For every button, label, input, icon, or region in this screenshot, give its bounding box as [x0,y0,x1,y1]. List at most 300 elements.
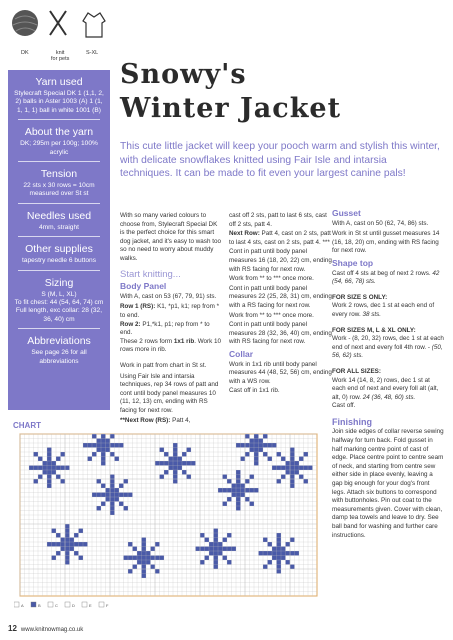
chart-stitch [263,551,268,556]
chart-stitch [151,547,156,552]
chart-stitch [61,479,66,484]
chart-stitch [290,452,295,457]
chart-stitch [92,434,97,439]
sizes-mlxl-heading: FOR SIZES M, L & XL ONLY: [332,326,416,334]
chart-stitch [155,542,160,547]
chart-stitch [223,538,228,543]
chart-stitch [218,551,223,556]
chart-stitch [304,452,309,457]
chart-stitch [286,551,291,556]
chart-instruction: Work in patt from chart in St st. [120,361,207,369]
legend-swatches [14,601,124,609]
chart-stitch [236,493,241,498]
chart-stitch [142,542,147,547]
chart-stitch [88,443,93,448]
chart-stitch [259,448,264,453]
chart-stitch [277,547,282,552]
tension-section [8,162,110,203]
yarn-used-heading: Yarn used [35,76,83,88]
legend-label: F [106,603,109,608]
chart-stitch [137,560,142,565]
chart-stitch [155,556,160,561]
chart-stitch [74,542,79,547]
chart-stitch [281,457,286,462]
sizes-mlxl-instruction: Work - (8, 20, 32) rows, dec 1 st at each end of next and every foll 4th row. - (50, 56, 62) sts. [332,335,444,360]
chart-stitch [97,448,102,453]
repeat-instruction-1: Work from ** to *** once more. [229,275,314,283]
chart-stitch [110,497,115,502]
chart-stitch [92,443,97,448]
chart-stitch [214,533,219,538]
chart-stitch [263,565,268,570]
chart-stitch [254,439,259,444]
chart-stitch [214,565,219,570]
chart-stitch [250,502,255,507]
chart-stitch [110,452,115,457]
chart-stitch [124,479,129,484]
legend-swatch [82,602,87,607]
chart-stitch [214,551,219,556]
chart-stitch [101,448,106,453]
chart-stitch [56,533,61,538]
chart-stitch [245,434,250,439]
chart-stitch [259,551,264,556]
chart-stitch [268,443,273,448]
chart-stitch [290,479,295,484]
chart-stitch [245,443,250,448]
chart-stitch [124,493,129,498]
chart-stitch [106,448,111,453]
chart-stitch [272,551,277,556]
chart-stitch [124,556,129,561]
chart-stitch [236,443,241,448]
shape-top-heading: Shape top [332,257,374,268]
chart-stitch [47,475,52,480]
column-1 [120,212,223,426]
chart-stitch [263,434,268,439]
chart-stitch [101,502,106,507]
chart-stitch [290,461,295,466]
chart-stitch [56,466,61,471]
patt-instruction-2: Cont in patt until body panel measures 22 (25, 28, 31) cm, ending with a RS facing for next row. [229,284,332,309]
chart-stitch [110,443,115,448]
chart-stitch [187,461,192,466]
chart-stitch [304,479,309,484]
chart-stitch [182,452,187,457]
chart-stitch [268,457,273,462]
chart-stitch [110,484,115,489]
chart-stitch [106,493,111,498]
chart-stitch [61,452,66,457]
chart-stitch [281,551,286,556]
chart-stitch [268,551,273,556]
row-2-instruction: Row 2: P1,*k1, p1; rep from * to end. [120,320,210,337]
chart-stitch [281,475,286,480]
chart-stitch [290,466,295,471]
chart-stitch [236,479,241,484]
other-supplies-heading: Other supplies [25,243,93,256]
chart-stitch [106,439,111,444]
chart-stitch [277,533,282,538]
chart-stitch [214,556,219,561]
yarn-ball-icon [12,10,38,36]
chart-stitch [115,497,120,502]
chart-stitch [281,466,286,471]
yarn-needles-icons [8,5,110,50]
fair-isle-instruction: Using Fair Isle and intarsia techniques, rep 34 rows of patt and cont until body panel measures 10 (11, 12, 13) cm, ending with RS facing for next row. [120,372,219,414]
chart-stitch [178,466,183,471]
intro-paragraph: With so many varied colours to choose from, Stylecraft Special DK is the perfect choice for this smart dog jacket, and it's easy to wash too so no need to worry about muddy walks. [120,212,221,262]
chart-stitch [263,443,268,448]
chart-stitch [47,461,52,466]
page-footer [8,624,83,633]
chart-stitch [43,461,48,466]
chart-stitch [137,551,142,556]
chart-stitch [272,547,277,552]
chart-stitch [173,461,178,466]
yarn-used-text: Stylecraft Special DK 1 (1,1, 2, 2) balls in Aster 1003 (A) 1 (1, 1, 1, 1) ball in white 1001 (B) [14,90,104,114]
chart-stitch [290,470,295,475]
chart-stitch [110,475,115,480]
chart-stitch [223,488,228,493]
chart-stitch [173,443,178,448]
legend-swatch [99,602,104,607]
chart-stitch [133,547,138,552]
chart-stitch [65,538,70,543]
chart-stitch [182,461,187,466]
chart-stitch [232,493,237,498]
chart-stitch [97,506,102,511]
chart-stitch [286,560,291,565]
knitting-chart [16,431,322,599]
chart-stitch [286,542,291,547]
chart-stitch [52,542,57,547]
chart-stitch [101,452,106,457]
start-knitting-heading: Start knitting... [120,268,181,280]
chart-stitch [304,466,309,471]
chart-stitch [61,542,66,547]
chart-legend [14,601,124,610]
chart-stitch [169,457,174,462]
chart-stitch [227,547,232,552]
chart-stitch [47,542,52,547]
chart-stitch [65,560,70,565]
chart-stitch [254,457,259,462]
chart-stitch [56,475,61,480]
chart-stitch [160,461,165,466]
chart-stitch [169,466,174,471]
chart-stitch [268,542,273,547]
chart-stitch [119,493,124,498]
chart-stitch [277,466,282,471]
needles-text: 4mm, straight [39,223,79,231]
chart-stitch [43,470,48,475]
chart-stitch [236,497,241,502]
chart-stitch [209,542,214,547]
chart-stitch [34,466,39,471]
chart-stitch [97,479,102,484]
chart-stitch [277,452,282,457]
patt-instruction-3: Cont in patt until body panel measures 28 (32, 36, 40) cm, ending with RS facing for next row. [229,321,332,346]
chart-stitch [115,493,120,498]
about-yarn-heading: About the yarn [24,126,94,139]
chart-stitch [38,457,43,462]
legend-swatch [48,602,53,607]
chart-stitch [65,466,70,471]
chart-stitch [227,479,232,484]
chart-stitch [290,538,295,543]
chart-stitch [128,556,133,561]
chart-stitch [196,547,201,552]
chart-stitch [56,542,61,547]
chart-stitch [34,479,39,484]
chart-stitch [142,538,147,543]
chart-stitch [286,470,291,475]
chart-stitch [47,466,52,471]
chart-stitch [101,443,106,448]
chart-stitch [83,443,88,448]
collar-heading: Collar [229,348,254,359]
chart-stitch [155,569,160,574]
chart-stitch [101,457,106,462]
chart-stitch [47,452,52,457]
chart-stitch [173,470,178,475]
chart-stitch [232,484,237,489]
chart-stitch [236,488,241,493]
chart-stitch [47,470,52,475]
chart-stitch [164,461,169,466]
chart-stitch [205,547,210,552]
chart-stitch [299,475,304,480]
chart-stitch [178,461,183,466]
chart-stitch [164,452,169,457]
chart-stitch [92,493,97,498]
chart-stitch [142,556,147,561]
chart-stitch [115,443,120,448]
chart-stitch [74,533,79,538]
next-row-instruction: Next Row: Patt 4, cast on 2 sts, patt to last 4 sts, cast on 2 sts, patt 4. *** [229,230,331,246]
chart-stitch [65,547,70,552]
chart-stitch [70,547,75,552]
chart-stitch [191,461,196,466]
chart-stitch [236,484,241,489]
chart-stitch [29,466,34,471]
chart-stitch [277,556,282,561]
chart-stitch [65,529,70,534]
chart-stitch [101,439,106,444]
chart-stitch [142,569,147,574]
chart-stitch [160,475,165,480]
chart-stitch [146,556,151,561]
row-1-instruction: Row 1 (RS): K1, *p1, k1; rep from * to end. [120,303,220,319]
chart-stitch [218,542,223,547]
chart-stitch [70,542,75,547]
chart-stitch [214,538,219,543]
page-number: 12 [8,624,17,633]
chart-stitch [250,439,255,444]
chart-stitch [182,470,187,475]
chart-stitch [61,538,66,543]
all-sizes-instruction: Work 14 (14, 8, 2) rows, dec 1 st at each end of next and every foll alt (alt, alt, 0) row. 24 (36, 48, 60) sts. [332,376,439,401]
abbreviations-section [8,329,110,370]
chart-stitch [272,556,277,561]
chart-stitch [290,551,295,556]
chart-stitch [128,542,133,547]
shape-top-instruction: Cast off 4 sts at beg of next 2 rows. 42 (54, 66, 78) sts. [332,269,440,286]
about-yarn-section [8,120,110,161]
sizing-heading: Sizing [44,276,74,289]
legend-swatch [31,602,36,607]
chart-stitch [227,497,232,502]
chart-stitch [83,542,88,547]
column-3 [332,206,444,547]
other-supplies-text: tapestry needle 6 buttons [21,257,97,265]
chart-stitch [277,569,282,574]
chart-stitch [254,434,259,439]
abbreviations-text: See page 26 for all abbreviations [31,349,87,365]
legend-label: A [21,603,24,608]
chart-stitch [34,452,39,457]
chart-stitch [65,556,70,561]
finishing-heading: Finishing [332,416,372,427]
chart-stitch [290,484,295,489]
chart-stitch [277,479,282,484]
chart-stitch [92,452,97,457]
chart-stitch [259,439,264,444]
chart-stitch [101,461,106,466]
chart-stitch [142,551,147,556]
legend-label: B [38,603,41,608]
legend-label: E [89,603,92,608]
repeat-instruction-2: Work from ** to *** once more. [229,311,314,319]
chart-stitch [223,547,228,552]
chart-stitch [43,466,48,471]
finishing-instruction: Join side edges of collar reverse sewing halfway for turn back. Fold gusset in half marking centre point of cast of edge. Place centre point to centre seam of neck, and starting from centre sew either side in place evenly, leaving a gap big enough for your dog's front legs. Attach six buttons to correspond with buttonholes. Pin out coat to the measurements given. Cover with clean, damp tea towels and leave to dry. See ball band for washing and further care instructions. [332,428,444,539]
icon-label-knit: knit for pets [51,50,70,62]
icon-label-dk: DK [21,50,29,56]
chart-stitch [56,457,61,462]
size-s-heading: FOR SIZE S ONLY: [332,293,388,301]
chart-stitch [52,556,57,561]
rib-instruction: These 2 rows form 1x1 rib. Work 10 rows more in rib. [120,337,222,354]
chart-stitch [70,538,75,543]
info-icons [8,5,110,67]
chart-stitch [38,466,43,471]
sizing-length: Full length, exc collar: 28 (32, 36, 40) cm [15,307,103,323]
chart-stitch [142,560,147,565]
chart-stitch [115,488,120,493]
chart-stitch [133,556,138,561]
chart-stitch [97,493,102,498]
chart-stitch [110,493,115,498]
chart-stitch [128,569,133,574]
chart-stitch [79,556,84,561]
other-supplies-section [8,237,110,269]
chart-stitch [110,488,115,493]
chart-stitch [97,439,102,444]
body-panel-heading: Body Panel [120,281,167,292]
chart-stitch [65,542,70,547]
chart-stitch [101,484,106,489]
chart-stitch [106,443,111,448]
chart-stitch [110,434,115,439]
chart-stitch [299,457,304,462]
chart-stitch [110,506,115,511]
chart-stitch [142,565,147,570]
chart-stitch [290,475,295,480]
chart-stitch [254,452,259,457]
chart-stitch [277,538,282,543]
chart-stitch [160,556,165,561]
chart-stitch [250,488,255,493]
chart-stitch [65,551,70,556]
chart-stitch [281,556,286,561]
chart-stitch [241,443,246,448]
chart-stitch [200,547,205,552]
chart-stitch [173,479,178,484]
title-line-2: Winter Jacket [120,93,342,124]
chart-stitch [119,443,124,448]
chart-stitch [277,551,282,556]
chart-stitch [245,479,250,484]
chart-stitch [209,551,214,556]
page-title [120,58,341,126]
chart-stitch [254,461,259,466]
chart-stitch [245,497,250,502]
chart-stitch [277,560,282,565]
chart-stitch [61,547,66,552]
chart-stitch [52,461,57,466]
chart-stitch [286,466,291,471]
chart-stitch [245,488,250,493]
chart-stitch [254,443,259,448]
sizing-section [8,271,110,329]
chart-stitch [295,551,300,556]
next-row-instruction: **Next Row (RS): Patt 4, [120,417,191,425]
cast-off-final: Cast off. [332,402,356,410]
footer-url: www.knitnowmag.co.uk [20,627,84,633]
abbreviations-heading: Abbreviations [27,335,91,348]
chart-stitch [214,529,219,534]
chart-stitch [272,443,277,448]
chart-stitch [151,565,156,570]
chart-stitch [250,448,255,453]
chart-stitch [79,542,84,547]
chart-stitch [241,484,246,489]
chart-stitch [299,466,304,471]
chart-stitch [160,448,165,453]
chart-stitch [263,538,268,543]
chart-stitch [61,466,66,471]
gusset-st-st: Work in St st until gusset measures 14 (16, 18, 20) cm, ending with RS facing for next row. [332,230,440,255]
chart-stitch [232,547,237,552]
icon-label-size: S-XL [86,50,99,56]
chart-stitch [38,475,43,480]
chart-stitch [47,484,52,489]
needles-heading: Needles used [26,209,92,222]
chart-stitch [169,461,174,466]
chart-stitch [254,488,259,493]
chart-stitch [227,533,232,538]
chart-stitch [223,502,228,507]
title-line-1: Snowy's [120,59,247,90]
chart-stitch [214,542,219,547]
chart-stitch [295,461,300,466]
chart-stitch [146,560,151,565]
chart-stitch [241,457,246,462]
chart-stitch [52,529,57,534]
chart-stitch [241,493,246,498]
